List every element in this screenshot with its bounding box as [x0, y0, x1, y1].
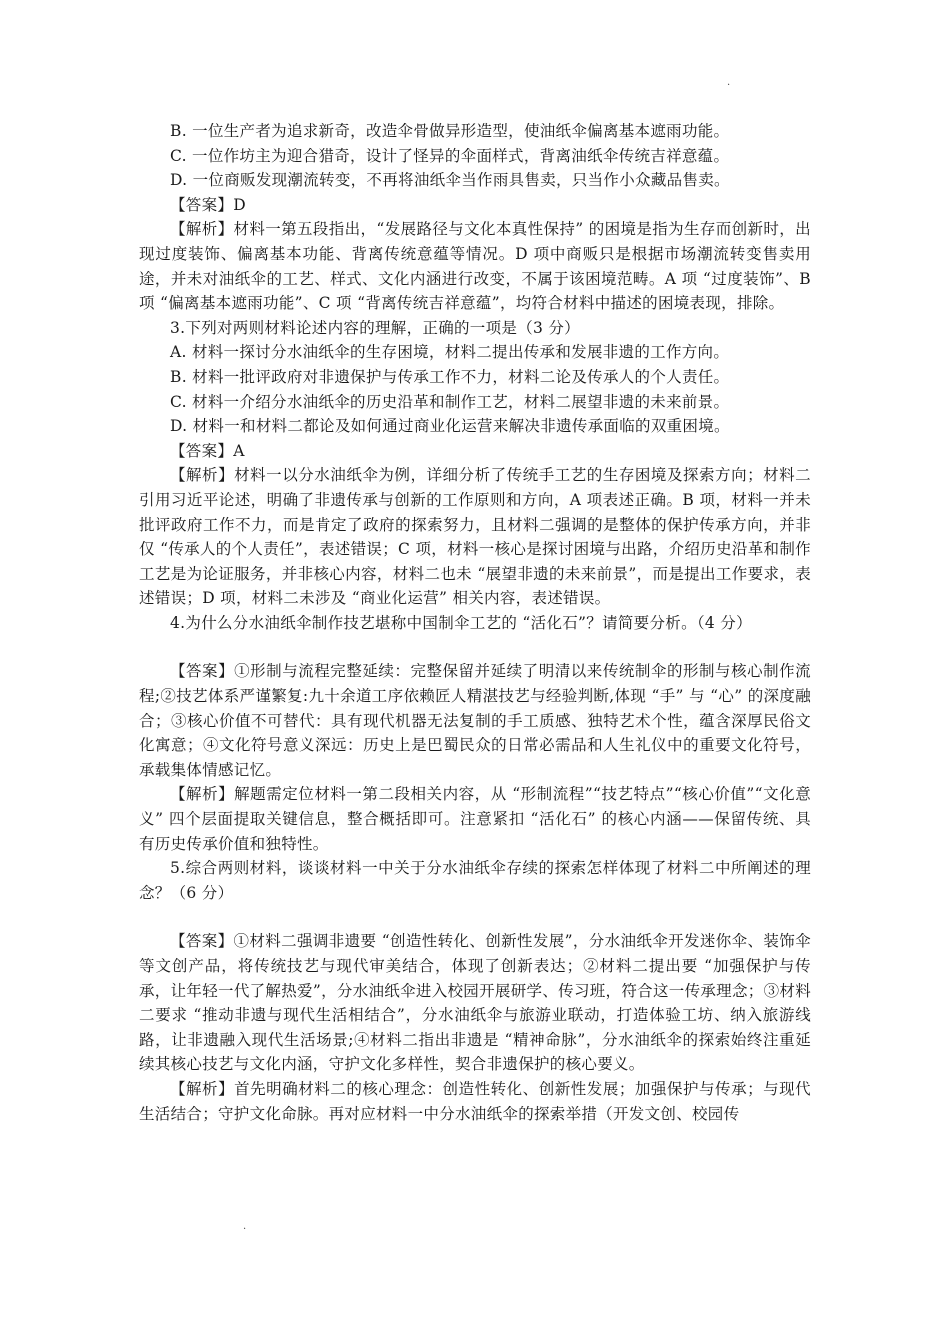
q5-stem: 5.综合两则材料，谈谈材料一中关于分水油纸伞存续的探索怎样体现了材料二中所阐述的理念？（6 分）	[139, 859, 811, 902]
q5-answer: 【答案】①材料二强调非遗要 “创造性转化、创新性发展”，分水油纸伞开发迷你伞、装饰伞等文创产品，将传统技艺与现代审美结合，体现了创新表达；②材料二提出要 “加强保护与传承，让年轻一代了解热爱”，分水油纸伞进入校园开展研学、传习班，符合这一传承理念；③材料二要求 “推动非遗与现代生活相结合”，分水油纸伞与旅游业联动，打造体验工坊、纳入旅游线路，让非遗融入现代生活场景;④材料二指出非遗是 “精神命脉”，分水油纸伞的探索始终注重延续其核心技艺与文化内涵，守护文化多样性，契合非遗保护的核心要义。	[139, 932, 811, 1074]
q2-option-d: D. 一位商贩发现潮流转变，不再将油纸伞当作雨具售卖，只当作小众藏品售卖。	[170, 171, 730, 190]
spacer	[139, 905, 811, 929]
q3-answer: 【答案】A	[170, 441, 245, 460]
spacer	[139, 635, 811, 659]
q3-option-a: A. 材料一探讨分水油纸伞的生存困境，材料二提出传承和发展非遗的工作方向。	[170, 343, 730, 362]
document-content	[139, 119, 811, 1126]
page-dot-top: .	[727, 77, 731, 88]
q2-analysis: 【解析】材料一第五段指出，“发展路径与文化本真性保持” 的困境是指为生存而创新时，出现过度装饰、偏离基本功能、背离传统意蕴等情况。D 项中商贩只是根据市场潮流转变售卖用途，并未对油纸伞的工艺、样式、文化内涵进行改变，不属于该困境范畴。A 项 “过度装饰”、B 项 “偏离基本遮雨功能”、C 项 “背离传统吉祥意蕴”，均符合材料中描述的困境表现，排除。	[139, 220, 811, 313]
q3-analysis: 【解析】材料一以分水油纸伞为例，详细分析了传统手工艺的生存困境及探索方向；材料二引用习近平论述，明确了非遗传承与创新的工作原则和方向，A 项表述正确。B 项，材料一并未批评政府工作不力，而是肯定了政府的探索努力，且材料二强调的是整体的保护传承方向，并非仅 “传承人的个人责任”，表述错误；C 项，材料一核心是探讨困境与出路，介绍历史沿革和制作工艺是为论证服务，并非核心内容，材料二也未 “展望非遗的未来前景”，而是提出工作要求，表述错误；D 项，材料二未涉及 “商业化运营” 相关内容，表述错误。	[139, 466, 811, 608]
q4-analysis: 【解析】解题需定位材料一第二段相关内容，从 “形制流程”“技艺特点”“核心价值”“文化意义” 四个层面提取关键信息，整合概括即可。注意紧扣 “活化石” 的核心内涵——保留传统、具有历史传承价值和独特性。	[139, 785, 811, 853]
q3-stem: 3.下列对两则材料论述内容的理解，正确的一项是（3 分）	[170, 318, 580, 337]
q2-option-c: C. 一位作坊主为迎合猎奇，设计了怪异的伞面样式，背离油纸伞传统吉祥意蕴。	[170, 146, 730, 165]
q4-stem: 4.为什么分水油纸伞制作技艺堪称中国制伞工艺的 “活化石”？请简要分析。（4 分）	[170, 613, 752, 632]
q4-answer: 【答案】①形制与流程完整延续：完整保留并延续了明清以来传统制伞的形制与核心制作流程;②技艺体系严谨繁复:九十余道工序依赖匠人精湛技艺与经验判断,体现 “手” 与 “心” 的深度融合；③核心价值不可替代：具有现代机器无法复制的手工质感、独特艺术个性，蕴含深厚民俗文化寓意；④文化符号意义深远：历史上是巴蜀民众的日常必需品和人生礼仪中的重要文化符号，承载集体情感记忆。	[139, 662, 811, 779]
q2-answer: 【答案】D	[170, 195, 246, 214]
q5-analysis: 【解析】首先明确材料二的核心理念：创造性转化、创新性发展；加强保护与传承；与现代生活结合；守护文化命脉。再对应材料一中分水油纸伞的探索举措（开发文创、校园传	[139, 1079, 811, 1123]
q3-option-c: C. 材料一介绍分水油纸伞的历史沿革和制作工艺，材料二展望非遗的未来前景。	[170, 392, 730, 411]
q3-option-d: D. 材料一和材料二都论及如何通过商业化运营来解决非遗传承面临的双重困境。	[170, 417, 730, 436]
q3-option-b: B. 材料一批评政府对非遗保护与传承工作不力，材料二论及传承人的个人责任。	[170, 367, 730, 386]
q2-option-b: B. 一位生产者为追求新奇，改造伞骨做异形造型，使油纸伞偏离基本遮雨功能。	[170, 122, 730, 140]
page-dot-bottom: .	[243, 1221, 247, 1232]
